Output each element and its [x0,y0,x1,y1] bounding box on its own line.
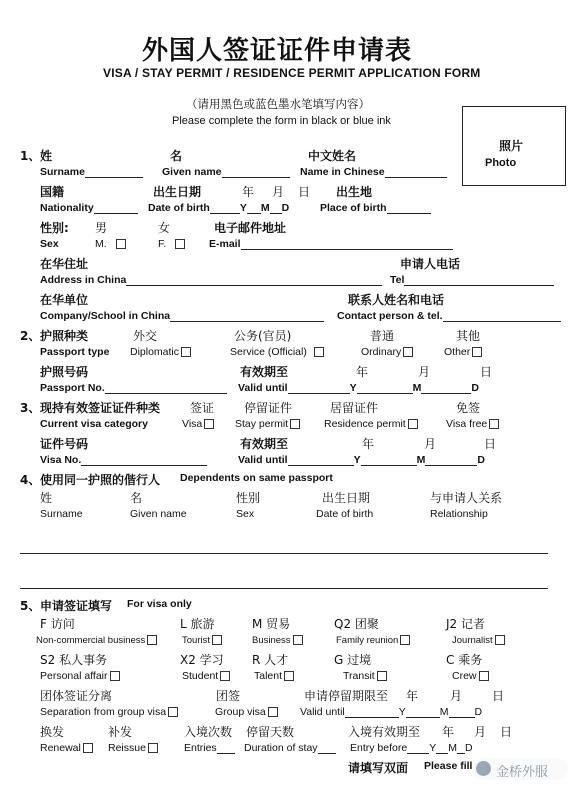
stay-until-field[interactable] [300,706,482,718]
group-separation-cn: 团体签证分离 [40,689,113,703]
photo-label-cn: 照片 [499,139,524,153]
valid-until-cn-label: 有效期至 [240,437,289,451]
visa-g-label: Transit [343,670,375,682]
female-checkbox[interactable] [158,238,185,250]
dob-field[interactable] [148,202,289,214]
visa-m-checkbox[interactable] [252,635,303,646]
visa-q2-label: Family reunion [336,635,399,646]
entries-label: Entries [184,742,217,754]
visa-no-label: Visa No. [40,454,82,466]
nationality-label: Nationality [40,202,94,214]
month-cn: 月 [474,725,487,739]
entry-before-cn: 入境有效期至 [348,725,421,739]
entry-before-label: Entry before [350,742,408,754]
male-label: M. [95,238,107,250]
group-visa-checkbox[interactable] [215,706,278,718]
group-separation-checkbox[interactable] [40,706,178,718]
visa-l-label: Tourist [182,635,210,646]
m-label: M [439,706,449,718]
watermark-logo-icon [476,761,491,776]
visa-l-cn: L 旅游 [180,617,215,631]
fill-both-sides-en: Please fill [424,760,473,772]
year-cn: 年 [406,689,419,703]
service-checkbox[interactable] [230,346,324,358]
nationality-cn-label: 国籍 [40,185,65,199]
duration-label: Duration of stay [244,742,318,754]
company-cn-label: 在华单位 [40,293,89,307]
visa-checkbox[interactable] [182,418,214,430]
chinese-name-label: Name in Chinese [300,166,385,178]
address-cn-label: 在华住址 [40,257,89,271]
dep-relation-cn: 与申请人关系 [430,491,503,505]
day-cn: 日 [492,689,505,703]
diplomatic-cn: 外交 [133,329,158,343]
day-cn: 日 [298,185,311,199]
group-visa-cn: 团签 [216,689,241,703]
section-number: 3、 [20,401,41,415]
form-title-cn: 外国人签证证件申请表 [142,36,413,66]
dep-dob-cn: 出生日期 [322,491,371,505]
diplomatic-label: Diplomatic [130,346,180,358]
year-cn: 年 [356,365,369,379]
visa-s2-cn: S2 私人事务 [40,653,108,667]
dep-surname-cn: 姓 [40,491,53,505]
ink-note-cn: （请用黑色或蓝色墨水笔填写内容） [186,97,370,111]
reissue-checkbox[interactable] [108,742,158,754]
d-label: D [471,382,479,394]
stay-permit-cn: 停留证件 [244,401,293,415]
y-label: Y [239,202,247,214]
section-number: 4、 [20,473,41,487]
section-number: 1、 [20,149,41,163]
ordinary-label: Ordinary [361,346,402,358]
dep-given-cn: 名 [130,491,143,505]
stay-until-cn: 申请停留期限至 [304,689,389,703]
visa-cn: 签证 [190,401,215,415]
d-label: D [464,742,473,754]
dep-relation-label: Relationship [430,508,488,520]
dep-sex-cn: 性别 [236,491,261,505]
visa-only-cn-label: 申请签证填写 [40,599,113,613]
y-label: Y [398,706,406,718]
service-cn: 公务(官员) [234,329,292,343]
visa-f-cn: F 访问 [40,617,75,631]
visa-g-checkbox[interactable] [343,670,387,682]
passport-valid-field[interactable] [238,382,479,394]
visa-m-cn: M 贸易 [252,617,291,631]
visa-x2-label: Student [182,670,219,682]
given-name-label: Given name [162,166,222,178]
group-separation-label: Separation from group visa [40,706,167,718]
visa-label: Visa [182,418,203,430]
visa-c-cn: C 乘务 [446,653,483,667]
y-label: Y [349,382,357,394]
year-cn: 年 [442,725,455,739]
visa-free-label: Visa free [446,418,488,430]
entries-cn: 入境次数 [184,725,233,739]
y-label: Y [353,454,361,466]
stay-permit-checkbox[interactable] [235,418,300,430]
day-cn: 日 [484,437,497,451]
month-cn: 月 [418,365,431,379]
current-visa-label: Current visa category [40,418,148,430]
female-cn: 女 [158,221,171,235]
sex-cn-label: 性别: [40,221,69,235]
passport-type-cn-label: 护照种类 [40,329,89,343]
contact-cn-label: 联系人姓名和电话 [348,293,445,307]
dep-given-label: Given name [130,508,187,520]
visa-no-cn-label: 证件号码 [40,437,89,451]
valid-until-label: Valid until [300,706,345,718]
residence-permit-cn: 居留证件 [330,401,379,415]
section-number: 2、 [20,329,41,343]
visa-free-checkbox[interactable] [446,418,499,430]
pob-cn-label: 出生地 [336,185,373,199]
visa-j2-label: Journalist [452,635,493,646]
nationality-field[interactable] [40,202,138,214]
entries-field[interactable] [184,742,235,754]
visa-only-en-label: For visa only [127,598,192,610]
year-cn: 年 [362,437,375,451]
visa-s2-label: Personal affair [40,670,108,682]
day-cn: 日 [500,725,513,739]
ordinary-cn: 普通 [370,329,395,343]
company-label: Company/School in China [40,310,171,322]
passport-no-field[interactable] [40,382,227,394]
renewal-checkbox[interactable] [40,742,93,754]
visa-g-cn: G 过境 [334,653,372,667]
surname-label: Surname [40,166,85,178]
visa-x2-checkbox[interactable] [182,670,230,682]
visa-l-checkbox[interactable] [182,635,222,646]
given-name-cn-label: 名 [170,149,183,163]
duration-field[interactable] [244,742,336,754]
dependents-cn-label: 使用同一护照的偕行人 [40,473,161,487]
tel-cn-label: 申请人电话 [400,257,461,271]
company-field[interactable] [40,310,324,322]
dependent-row-2-line[interactable] [20,588,548,589]
photo-box[interactable] [462,106,566,186]
visa-r-cn: R 人才 [252,653,289,667]
visa-m-label: Business [252,635,291,646]
dep-sex-label: Sex [236,508,255,520]
male-checkbox[interactable] [95,238,126,250]
stay-permit-label: Stay permit [235,418,289,430]
ordinary-checkbox[interactable] [361,346,413,358]
m-label: M [412,382,422,394]
year-cn: 年 [242,185,255,199]
visa-r-label: Talent [254,670,283,682]
service-label: Service (Official) [230,346,307,358]
d-label: D [281,202,290,214]
reissue-cn: 补发 [108,725,133,739]
email-label: E-mail [209,238,241,250]
visa-r-checkbox[interactable] [254,670,294,682]
email-field[interactable] [209,238,453,250]
form-title-en: VISA / STAY PERMIT / RESIDENCE PERMIT APPLICATION FORM [103,66,481,80]
diplomatic-checkbox[interactable] [130,346,191,358]
contact-field[interactable] [337,310,561,322]
visa-c-checkbox[interactable] [452,670,489,682]
visa-x2-cn: X2 学习 [180,653,224,667]
entry-before-field[interactable] [350,742,473,754]
visa-j2-checkbox[interactable] [452,635,505,646]
visa-q2-checkbox[interactable] [336,635,410,646]
male-cn: 男 [95,221,108,235]
surname-field[interactable] [40,166,143,178]
visa-q2-cn: Q2 团聚 [334,617,379,631]
current-visa-cn-label: 现持有效签证证件种类 [40,401,161,415]
tel-label: Tel [390,274,405,286]
address-field[interactable] [40,274,382,286]
female-label: F. [158,238,167,250]
day-cn: 日 [480,365,493,379]
dob-cn-label: 出生日期 [153,185,202,199]
visa-valid-field[interactable] [238,454,485,466]
valid-until-label: Valid until [238,454,288,466]
passport-no-label: Passport No. [40,382,105,394]
duration-cn: 停留天数 [246,725,295,739]
valid-until-label: Valid until [238,382,288,394]
residence-permit-label: Residence permit [324,418,406,430]
address-label: Address in China [40,274,127,286]
email-cn-label: 电子邮件地址 [214,221,287,235]
pob-label: Place of birth [320,202,387,214]
chinese-name-cn-label: 中文姓名 [308,149,357,163]
watermark-text: 金桥外服 [496,765,549,780]
watermark [472,758,568,780]
visa-f-checkbox[interactable] [36,635,157,646]
dob-label: Date of birth [148,202,210,214]
ink-note-en: Please complete the form in black or blue ink [172,115,391,127]
contact-label: Contact person & tel. [337,310,443,322]
other-label: Other [444,346,471,358]
m-label: M [448,742,457,754]
dep-dob-label: Date of birth [316,508,374,520]
other-cn: 其他 [456,329,481,343]
fill-both-sides-cn: 请填写双面 [348,761,409,775]
visa-free-cn: 免签 [456,401,481,415]
dependents-en-label: Dependents on same passport [180,472,333,484]
visa-c-label: Crew [452,670,477,682]
month-cn: 月 [272,185,285,199]
visa-j2-cn: J2 记者 [446,617,485,631]
month-cn: 月 [450,689,463,703]
group-visa-label: Group visa [215,706,266,718]
d-label: D [474,706,483,718]
renewal-cn: 换发 [40,725,65,739]
passport-no-cn-label: 护照号码 [40,365,89,379]
reissue-label: Reissue [108,742,146,754]
photo-label-en: Photo [485,157,517,169]
pob-field[interactable] [320,202,431,214]
dep-surname-label: Surname [40,508,83,520]
m-label: M [260,202,270,214]
surname-cn-label: 姓 [40,149,53,163]
other-checkbox[interactable] [444,346,482,358]
month-cn: 月 [424,437,437,451]
d-label: D [477,454,485,466]
visa-s2-checkbox[interactable] [40,670,120,682]
valid-until-cn-label: 有效期至 [240,365,289,379]
section-number: 5、 [20,599,41,613]
visa-f-label: Non-commercial business [36,635,146,646]
tel-field[interactable] [390,274,554,286]
m-label: M [416,454,426,466]
visa-no-field[interactable] [40,454,207,466]
renewal-label: Renewal [40,742,81,754]
given-name-field[interactable] [162,166,290,178]
chinese-name-field[interactable] [300,166,447,178]
sex-label: Sex [40,238,59,250]
y-label: Y [429,742,437,754]
residence-permit-checkbox[interactable] [324,418,418,430]
passport-type-label: Passport type [40,346,110,358]
dependent-row-1-line[interactable] [20,553,548,554]
